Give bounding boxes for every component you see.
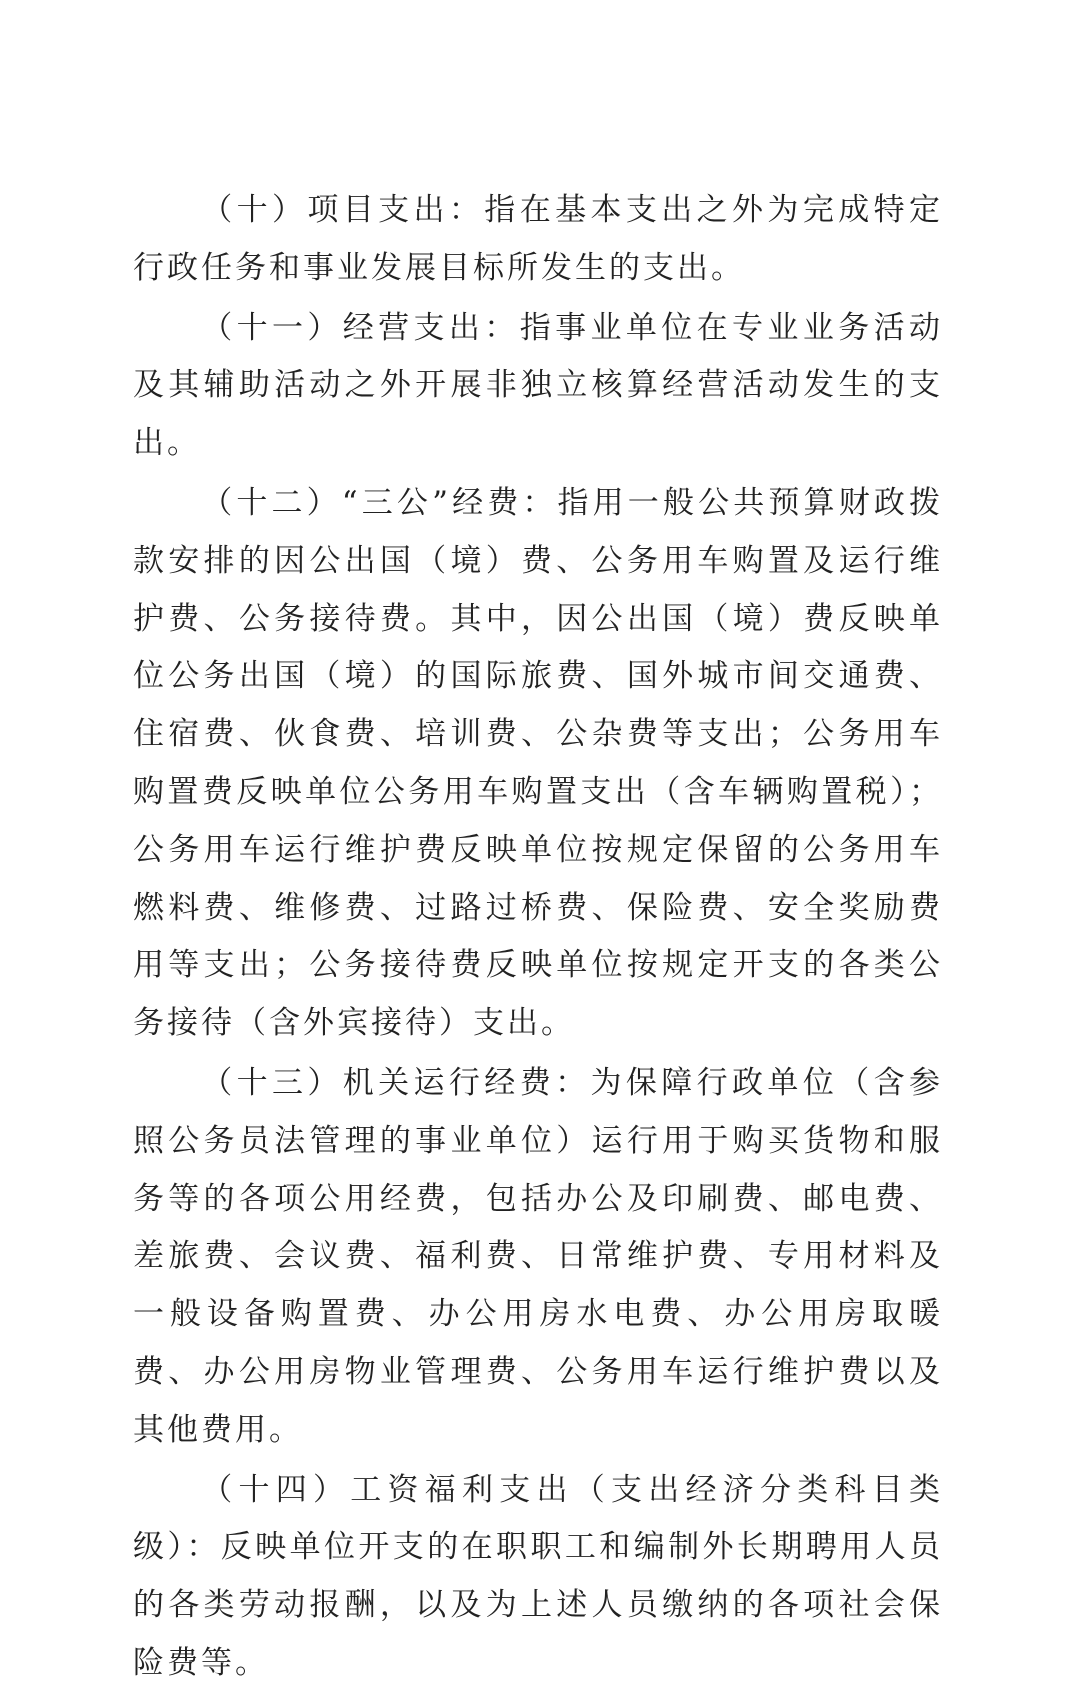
paragraph-project-expenditure: （十）项目支出：指在基本支出之外为完成特定行政任务和事业发展目标所发生的支出。 bbox=[133, 192, 943, 286]
paragraph-operating-expenditure: （十一）经营支出：指事业单位在专业业务活动及其辅助活动之外开展非独立核算经营活动发生的支出。 bbox=[133, 309, 943, 462]
paragraph-agency-operating-expenses: （十三）机关运行经费：为保障行政单位（含参照公务员法管理的事业单位）运行用于购买货物和服务等的各项公用经费，包括办公及印刷费、邮电费、差旅费、会议费、福利费、日常维护费、专用材料及一般设备购置费、办公用房水电费、办公用房取暖费、办公用房物业管理费、公务用车运行维护费以及其他费用。 bbox=[133, 1064, 943, 1448]
paragraph-three-public-expenses: （十二）“三公”经费：指用一般公共预算财政拨款安排的因公出国（境）费、公务用车购置及运行维护费、公务接待费。其中，因公出国（境）费反映单位公务出国（境）的国际旅费、国外城市间交通费、住宿费、伙食费、培训费、公杂费等支出；公务用车购置费反映单位公务用车购置支出（含车辆购置税）；公务用车运行维护费反映单位按规定保留的公务用车燃料费、维修费、过路过桥费、保险费、安全奖励费用等支出；公务接待费反映单位按规定开支的各类公务接待（含外宾接待）支出。 bbox=[133, 484, 943, 1042]
paragraph-salary-welfare-expenditure: （十四）工资福利支出（支出经济分类科目类级）：反映单位开支的在职职工和编制外长期聘用人员的各类劳动报酬，以及为上述人员缴纳的各项社会保险费等。 bbox=[133, 1471, 943, 1681]
document-body bbox=[133, 182, 943, 1695]
